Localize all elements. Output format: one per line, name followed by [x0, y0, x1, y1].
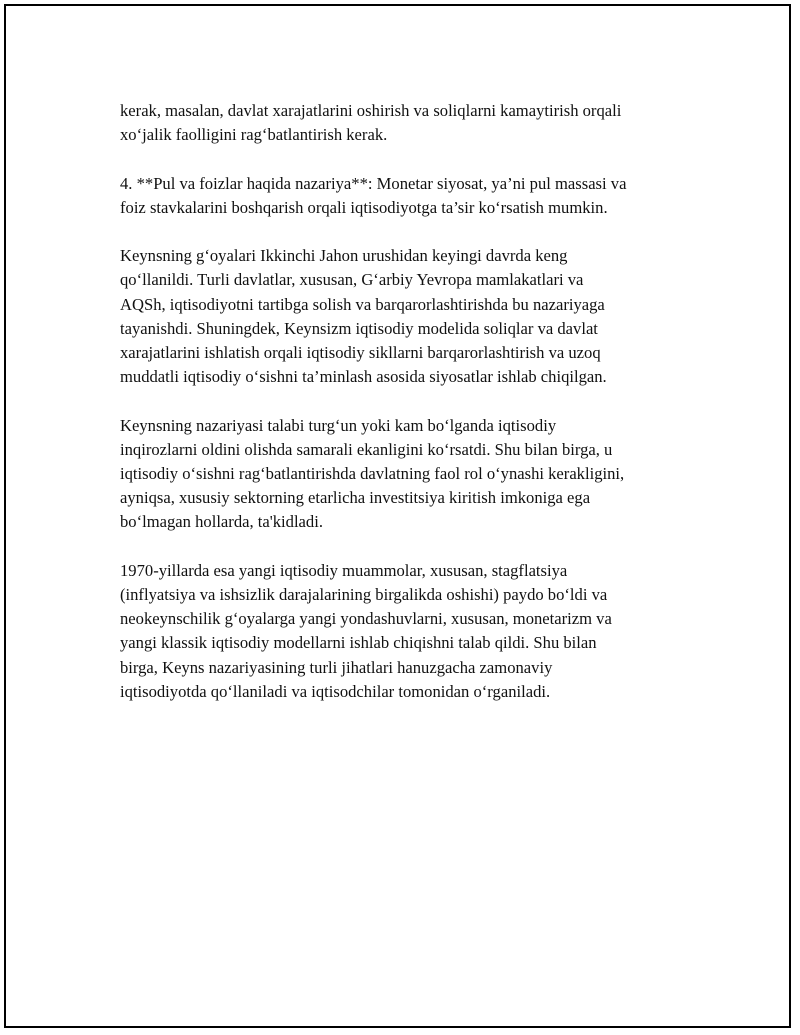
- text-line: Keynsning nazariyasi talabi turg‘un yoki kam bo‘lganda iqtisodiy: [120, 415, 557, 435]
- text-line: xarajatlarini ishlatish orqali iqtisodiy sikllarni barqarorlashtirish va uzoq: [120, 343, 601, 362]
- text-line: Keynsning g‘oyalari Ikkinchi Jahon urushidan keyingi davrda keng: [120, 246, 568, 266]
- text-line: xo‘jalik faolligini rag‘batlantirish kerak.: [120, 125, 388, 145]
- text-line: 1970-yillarda esa yangi iqtisodiy muammolar, xususan, stagflatsiya: [120, 560, 568, 580]
- text-line: tayanishdi. Shuningdek, Keynsizm iqtisodiy modelida soliqlar va davlat: [120, 318, 598, 338]
- text-line: inqirozlarni oldini olishda samarali ekanligini ko‘rsatdi. Shu bilan birga, u: [120, 439, 613, 459]
- text-line: ayniqsa, xususiy sektorning etarlicha investitsiya kiritish imkoniga ega: [120, 488, 591, 508]
- text-line: neokeynschilik g‘oyalarga yangi yondashuvlarni, xususan, monetarizm va: [120, 609, 612, 629]
- text-line: foiz stavkalarini boshqarish orqali iqtisodiyotga ta’sir ko‘rsatish mumkin.: [120, 197, 608, 217]
- document-body: [120, 99, 720, 728]
- text-line: yangi klassik iqtisodiy modellarni ishlab chiqishni talab qildi. Shu bilan: [120, 633, 597, 653]
- text-line: qo‘llanildi. Turli davlatlar, xususan, G‘arbiy Yevropa mamlakatlari va: [120, 270, 584, 290]
- paragraph-crisis-prevention: [120, 414, 720, 535]
- text-line: bo‘lmagan hollarda, ta'kidladi.: [120, 512, 323, 532]
- text-line: iqtisodiy o‘sishni rag‘batlantirishda davlatning faol rol o‘ynashi kerakligini,: [120, 464, 625, 483]
- page-frame: [4, 4, 791, 1028]
- paragraph-stagflation: [120, 559, 720, 704]
- paragraph-postwar-application: [120, 244, 720, 389]
- paragraph-monetary-theory: [120, 172, 720, 220]
- text-line: (inflyatsiya va ishsizlik darajalarining birgalikda oshishi) paydo bo‘ldi va: [120, 585, 608, 604]
- text-line: AQSh, iqtisodiyotni tartibga solish va barqarorlashtirishda bu nazariyaga: [120, 294, 605, 314]
- text-line: muddatli iqtisodiy o‘sishni ta’minlash asosida siyosatlar ishlab chiqilgan.: [120, 367, 607, 387]
- paragraph-fiscal-policy: [120, 99, 720, 147]
- text-line: kerak, masalan, davlat xarajatlarini oshirish va soliqlarni kamaytirish orqali: [120, 101, 622, 120]
- text-line: birga, Keyns nazariyasining turli jihatlari hanuzgacha zamonaviy: [120, 657, 553, 677]
- text-line: iqtisodiyotda qo‘llaniladi va iqtisodchilar tomonidan o‘rganiladi.: [120, 681, 551, 701]
- text-line: 4. **Pul va foizlar haqida nazariya**: Monetar siyosat, ya’ni pul massasi va: [120, 173, 627, 193]
